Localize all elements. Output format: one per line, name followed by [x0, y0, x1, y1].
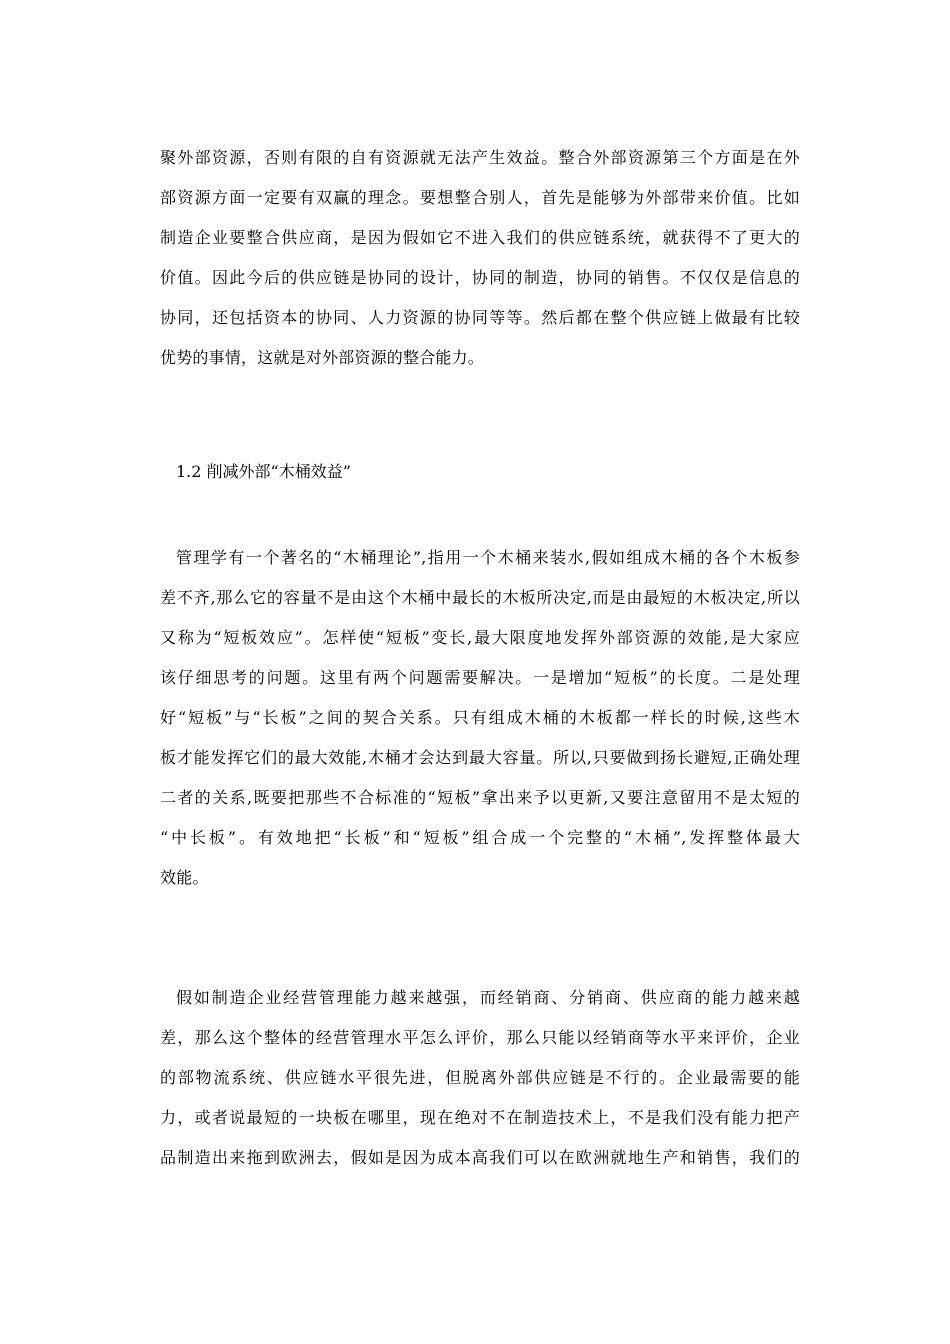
text-line: 力，或者说最短的一块板在哪里，现在绝对不在制造技术上，不是我们没有能力把产 — [160, 1108, 800, 1127]
paragraph-barrel-theory — [160, 538, 800, 898]
text-line: 好“短板”与“长板”之间的契合关系。只有组成木桶的木板都一样长的时候,这些木 — [160, 708, 800, 727]
section-heading: 1.2 削减外部“木桶效益” — [176, 462, 351, 481]
text-line: 价值。因此今后的供应链是协同的设计，协同的制造，协同的销售。不仅仅是信息的 — [160, 268, 800, 287]
text-line: 协同，还包括资本的协同、人力资源的协同等等。然后都在整个供应链上做最有比较 — [160, 308, 800, 327]
text-line: 部资源方面一定要有双赢的理念。要想整合别人，首先是能够为外部带来价值。比如 — [160, 188, 800, 207]
text-line: 二者的关系,既要把那些不合标准的“短板”拿出来予以更新,又要注意留用不是太短的 — [160, 788, 800, 807]
text-line: 的部物流系统、供应链水平很先进，但脱离外部供应链是不行的。企业最需要的能 — [160, 1068, 800, 1087]
paragraph-supply-chain — [160, 978, 800, 1178]
text-line: 该仔细思考的问题。这里有两个问题需要解决。一是增加“短板”的长度。二是处理 — [160, 668, 800, 687]
text-line: 差，那么这个整体的经营管理水平怎么评价，那么只能以经销商等水平来评价，企业 — [160, 1028, 800, 1047]
text-line: 假如制造企业经营管理能力越来越强，而经销商、分销商、供应商的能力越来越 — [176, 988, 800, 1007]
text-line: 优势的事情，这就是对外部资源的整合能力。 — [160, 348, 485, 367]
paragraph-resource-integration — [160, 138, 800, 378]
text-line: 板才能发挥它们的最大效能,木桶才会达到最大容量。所以,只要做到扬长避短,正确处理 — [160, 748, 800, 767]
text-line: 聚外部资源，否则有限的自有资源就无法产生效益。整合外部资源第三个方面是在外 — [160, 148, 800, 167]
text-line: 差不齐,那么它的容量不是由这个木桶中最长的木板所决定,而是由最短的木板决定,所以 — [160, 588, 800, 607]
text-line: 制造企业要整合供应商，是因为假如它不进入我们的供应链系统，就获得不了更大的 — [160, 228, 800, 247]
text-line: “中长板”。有效地把“长板”和“短板”组合成一个完整的“木桶”,发挥整体最大 — [160, 828, 800, 847]
text-line: 管理学有一个著名的“木桶理论”,指用一个木桶来装水,假如组成木桶的各个木板参 — [176, 548, 800, 567]
text-line: 品制造出来拖到欧洲去，假如是因为成本高我们可以在欧洲就地生产和销售，我们的 — [160, 1148, 800, 1167]
text-line: 又称为“短板效应”。怎样使“短板”变长,最大限度地发挥外部资源的效能,是大家应 — [160, 628, 800, 647]
text-line: 效能。 — [160, 868, 209, 887]
